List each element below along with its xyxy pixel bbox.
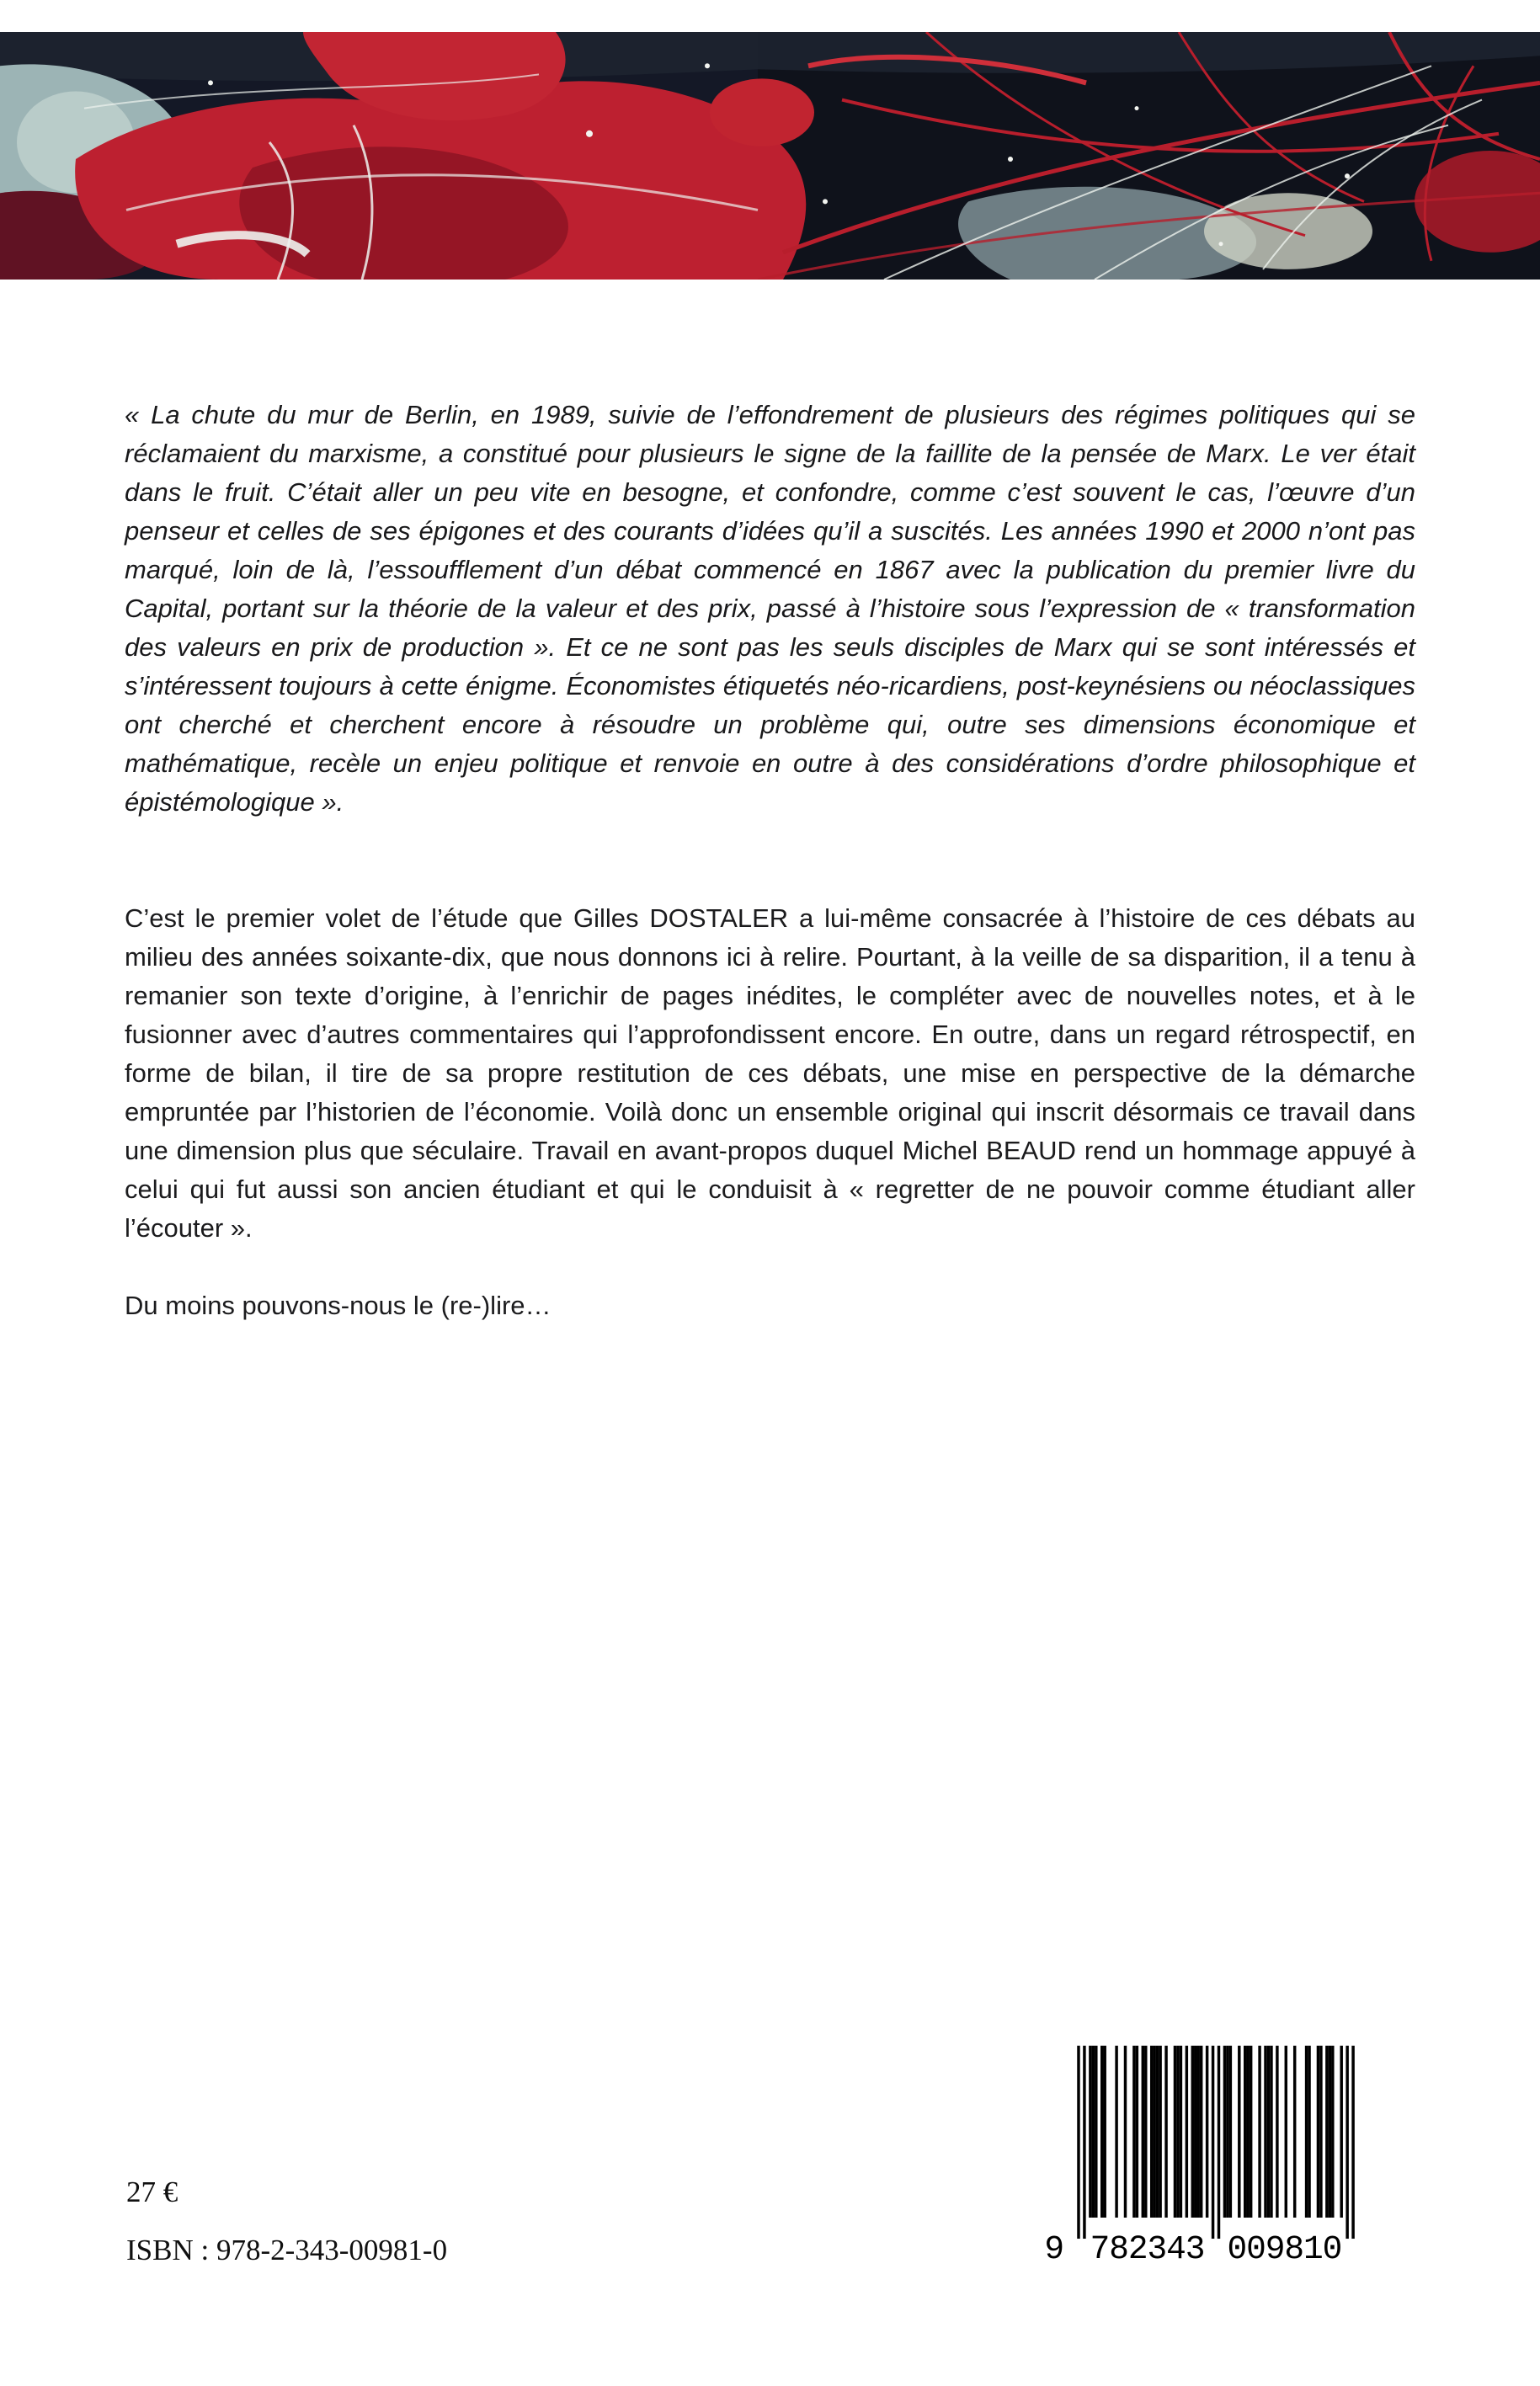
cover-artwork	[0, 32, 1540, 280]
back-cover-text	[125, 396, 1415, 1325]
quote-paragraph: « La chute du mur de Berlin, en 1989, suivie de l’effondrement de plusieurs des régimes politiques qui se réclamaient du marxisme, a constitué pour plusieurs le signe de la faillite de la pensée de Marx. Le ver était dans le fruit. C’était aller un peu vite en besogne, et confondre, comme c’est souvent le cas, l’œuvre d’un penseur et celles de ses épigones et des courants d’idées qu’il a suscités. Les années 1990 et 2000 n’ont pas marqué, loin de là, l’essoufflement d’un débat commencé en 1867 avec la publication du premier livre du Capital, portant sur la théorie de la valeur et des prix, passé à l’histoire sous l’expression de « transformation des valeurs en prix de production ». Et ce ne sont pas les seuls disciples de Marx qui se sont intéressés et s’intéressent toujours à cette énigme. Économistes étiquetés néo-ricardiens, post-keynésiens ou néoclassiques ont cherché et cherchent encore à résoudre un problème qui, outre ses dimensions économique et mathématique, recèle un enjeu politique et renvoie en outre à des considérations d’ordre philosophique et épistémologique ».	[125, 400, 1415, 817]
description-paragraph: C’est le premier volet de l’étude que Gilles DOSTALER a lui-même consacrée à l’histoire de ces débats au milieu des années soixante-dix, que nous donnons ici à relire. Pourtant, à la veille de sa disparition, il a tenu à remanier son texte d’origine, à l’enrichir de pages inédites, le compléter avec de nouvelles notes, et à le fusionner avec d’autres commentaires qui l’approfondissent encore. En outre, dans un regard rétrospectif, en forme de bilan, il tire de sa propre restitution de ces débats, une mise en perspective de la démarche empruntée par l’historien de l’économie. Voilà donc un ensemble original qui inscrit désormais ce travail dans une dimension plus que séculaire. Travail en avant-propos duquel Michel BEAUD rend un hommage appuyé à celui qui fut aussi son ancien étudiant et qui le conduisit à « regretter de ne pouvoir comme étudiant aller l’écouter ».	[125, 903, 1415, 1243]
closing-line: Du moins pouvons-nous le (re-)lire…	[125, 1291, 552, 1320]
barcode-digits-left: 782343	[1090, 2230, 1206, 2261]
barcode	[1038, 2041, 1395, 2261]
price-label: 27 €	[126, 2176, 179, 2208]
barcode-digit-first: 9	[1044, 2230, 1065, 2261]
barcode-bars	[1077, 2046, 1355, 2239]
isbn-value: 978-2-343-00981-0	[216, 2234, 448, 2266]
isbn-label: ISBN :	[126, 2234, 210, 2266]
price-isbn-block	[126, 2177, 447, 2265]
isbn-line	[126, 2235, 447, 2265]
barcode-digits-right: 009810	[1227, 2230, 1343, 2261]
